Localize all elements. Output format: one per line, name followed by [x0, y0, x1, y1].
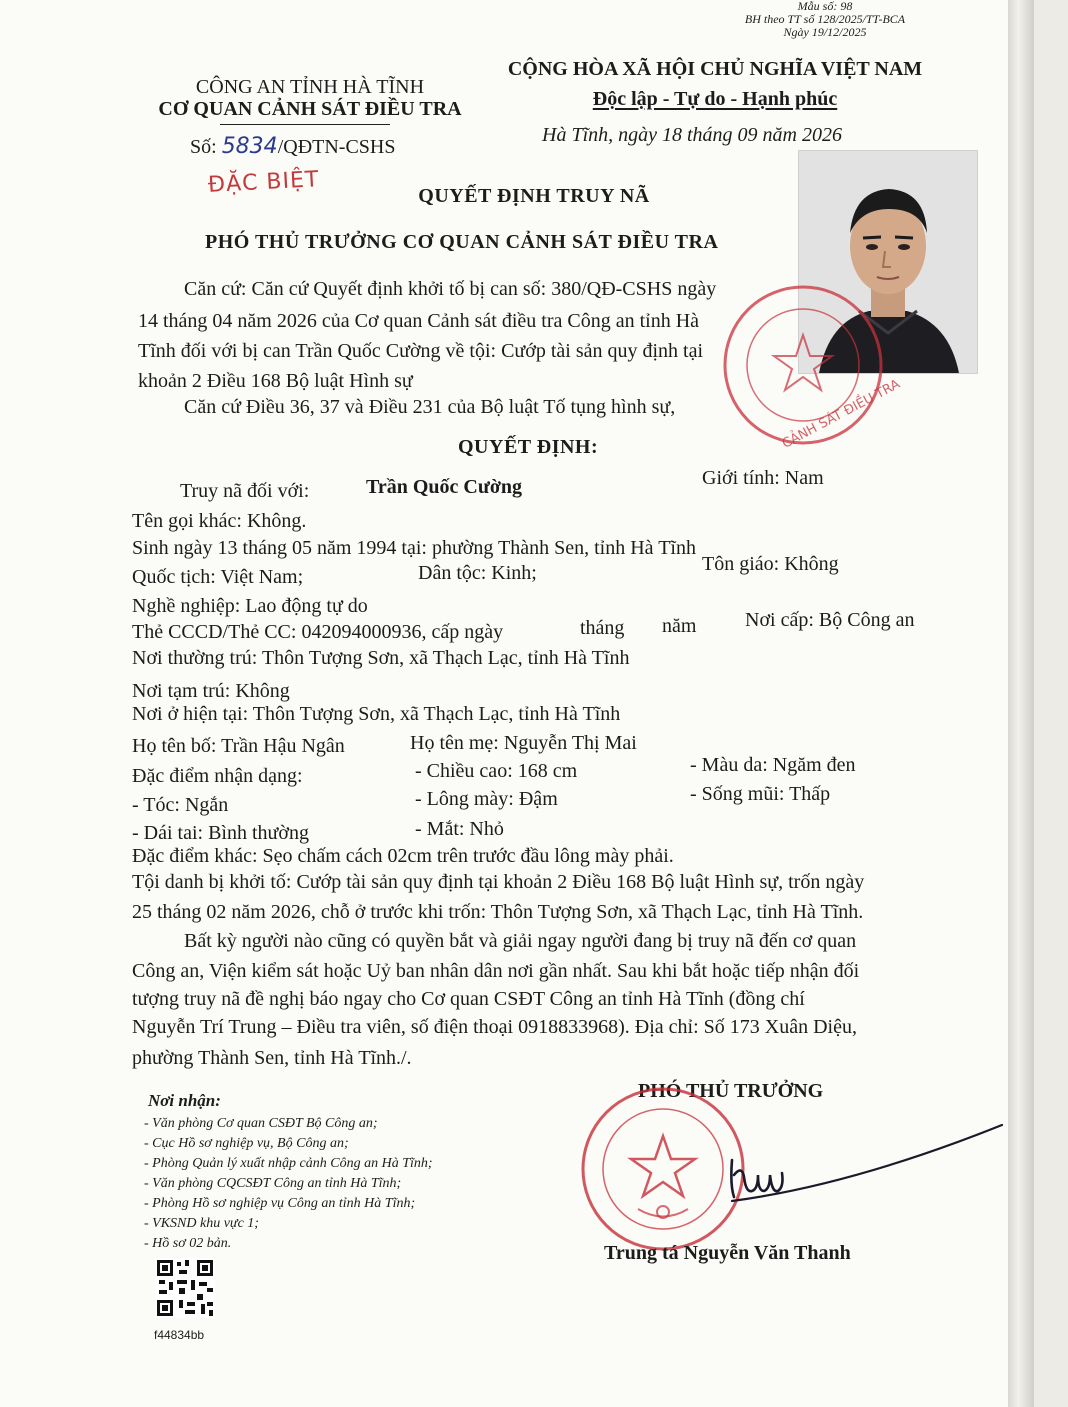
republic-heading: CỘNG HÒA XÃ HỘI CHỦ NGHĨA VIỆT NAM — [507, 58, 923, 80]
signer-title: PHÓ THỦ TRƯỞNG — [638, 1080, 824, 1102]
photo-seal-stamp — [718, 280, 903, 452]
recipients-title: Nơi nhận: — [148, 1091, 221, 1110]
subject-temporary-address: Nơi tạm trú: Không — [132, 680, 290, 702]
svg-text:CẢNH SÁT ĐIỀU TRA: CẢNH SÁT ĐIỀU TRA — [779, 376, 903, 452]
recipients-list — [144, 1114, 433, 1254]
decision-heading: QUYẾT ĐỊNH: — [458, 436, 599, 458]
feature-eye: - Mắt: Nhỏ — [415, 818, 504, 840]
instruction-line: Công an, Viện kiểm sát hoặc Uỷ ban nhân dân nơi gần nhất. Sau khi bắt hoặc tiếp nhận đối — [132, 960, 860, 982]
subject-permanent-address: Nơi thường trú: Thôn Tượng Sơn, xã Thạch Lạc, tỉnh Hà Tĩnh — [132, 647, 630, 669]
qr-code — [155, 1258, 215, 1318]
subject-id-month: tháng — [580, 617, 625, 639]
page-edge — [1008, 0, 1034, 1407]
subject-id-issuer: Nơi cấp: Bộ Công an — [745, 609, 915, 631]
so-prefix: Số: — [190, 136, 222, 158]
subject-id-year: năm — [662, 615, 697, 637]
document-number — [190, 134, 395, 159]
handwritten-number: 5834 — [221, 134, 278, 159]
feature-nose: - Sống mũi: Thấp — [690, 783, 831, 805]
subject-father: Họ tên bố: Trần Hậu Ngân — [132, 735, 345, 757]
basis-line: Căn cứ Điều 36, 37 và Điều 231 của Bộ luật Tố tụng hình sự, — [184, 396, 676, 418]
form-note-line: Mẫu số: 98 — [797, 0, 853, 13]
issuing-agency-name: CƠ QUAN CẢNH SÁT ĐIỀU TRA — [158, 98, 462, 120]
subject-name: Trần Quốc Cường — [366, 476, 523, 498]
feature-skin: - Màu da: Ngăm đen — [690, 754, 856, 776]
subject-birth: Sinh ngày 13 tháng 05 năm 1994 tại: phường Thành Sen, tỉnh Hà Tĩnh — [132, 537, 696, 559]
agency-underline — [220, 124, 390, 125]
recipient-item: - Văn phòng CQCSĐT Công an tỉnh Hà Tĩnh; — [144, 1176, 402, 1191]
document-title: QUYẾT ĐỊNH TRUY NÃ — [418, 185, 650, 207]
form-note-line: BH theo TT số 128/2025/TT-BCA — [744, 12, 906, 26]
subject-id-card: Thẻ CCCD/Thẻ CC: 042094000936, cấp ngày — [132, 621, 504, 643]
basis-line: 14 tháng 04 năm 2026 của Cơ quan Cảnh sát điều tra Công an tỉnh Hà — [138, 310, 700, 332]
recipient-item: - Cục Hồ sơ nghiệp vụ, Bộ Công an; — [144, 1136, 349, 1151]
recipient-item: - Văn phòng Cơ quan CSĐT Bộ Công an; — [144, 1116, 378, 1131]
subject-current-address: Nơi ở hiện tại: Thôn Tượng Sơn, xã Thạch Lạc, tỉnh Hà Tĩnh — [132, 703, 621, 725]
feature-height: - Chiều cao: 168 cm — [415, 760, 578, 782]
secret-stamp: ĐẶC BIỆT — [207, 167, 320, 198]
instruction-line: tượng truy nã đề nghị báo ngay cho Cơ quan CSĐT Công an tỉnh Hà Tĩnh (đồng chí — [132, 988, 805, 1010]
features-label: Đặc điểm nhận dạng: — [132, 765, 303, 787]
qr-code-label: f44834bb — [154, 1328, 205, 1342]
form-note-line: Ngày 19/12/2025 — [783, 25, 867, 39]
issuing-authority: PHÓ THỦ TRƯỞNG CƠ QUAN CẢNH SÁT ĐIỀU TRA — [205, 231, 719, 253]
subject-nationality: Quốc tịch: Việt Nam; — [132, 566, 304, 588]
signer-name: Trung tá Nguyễn Văn Thanh — [604, 1242, 851, 1264]
so-suffix: /QĐTN-CSHS — [277, 136, 396, 158]
subject-ethnicity: Dân tộc: Kinh; — [418, 562, 537, 584]
subject-label: Truy nã đối với: — [180, 480, 310, 502]
subject-occupation: Nghề nghiệp: Lao động tự do — [132, 595, 368, 617]
recipient-item: - Phòng Quản lý xuất nhập cảnh Công an Hà Tĩnh; — [144, 1156, 433, 1171]
recipient-item: - Hồ sơ 02 bản. — [144, 1236, 232, 1251]
recipient-item: - VKSND khu vực 1; — [144, 1216, 259, 1231]
feature-other: Đặc điểm khác: Sẹo chấm cách 02cm trên trước đầu lông mày phải. — [132, 845, 674, 867]
recipient-item: - Phòng Hồ sơ nghiệp vụ Công an tỉnh Hà Tĩnh; — [144, 1196, 416, 1211]
feature-eyebrow: - Lông mày: Đậm — [415, 788, 558, 810]
handwritten-signature — [712, 1105, 1012, 1215]
charge-line: Tội danh bị khởi tố: Cướp tài sản quy định tại khoản 2 Điều 168 Bộ luật Hình sự, trốn ngày — [132, 871, 865, 893]
motto: Độc lập - Tự do - Hạnh phúc — [592, 88, 838, 110]
instruction-line: Bất kỳ người nào cũng có quyền bắt và giải ngay người đang bị truy nã đến cơ quan — [184, 930, 857, 952]
subject-gender: Giới tính: Nam — [702, 467, 824, 489]
charge-line: 25 tháng 02 năm 2026, chỗ ở trước khi trốn: Thôn Tượng Sơn, xã Thạch Lạc, tỉnh Hà Tĩnh. — [132, 901, 864, 923]
place-date: Hà Tĩnh, ngày 18 tháng 09 năm 2026 — [542, 124, 842, 146]
feature-ear: - Dái tai: Bình thường — [132, 822, 309, 844]
form-note — [730, 0, 920, 39]
subject-religion: Tôn giáo: Không — [702, 553, 839, 575]
basis-line: Tĩnh đối với bị can Trần Quốc Cường về tội: Cướp tài sản quy định tại — [138, 340, 704, 362]
subject-alias: Tên gọi khác: Không. — [132, 510, 307, 532]
basis-line: khoản 2 Điều 168 Bộ luật Hình sự — [138, 370, 413, 392]
subject-mother: Họ tên mẹ: Nguyễn Thị Mai — [410, 732, 637, 754]
feature-hair: - Tóc: Ngắn — [132, 794, 229, 816]
issuing-agency-line: CÔNG AN TỈNH HÀ TĨNH — [195, 76, 425, 98]
instruction-line: phường Thành Sen, tỉnh Hà Tĩnh./. — [132, 1047, 412, 1069]
basis-line: Căn cứ: Căn cứ Quyết định khởi tố bị can số: 380/QĐ-CSHS ngày — [184, 278, 717, 300]
instruction-line: Nguyễn Trí Trung – Điều tra viên, số điện thoại 0918833968). Địa chỉ: Số 173 Xuân Diệu, — [132, 1016, 857, 1038]
